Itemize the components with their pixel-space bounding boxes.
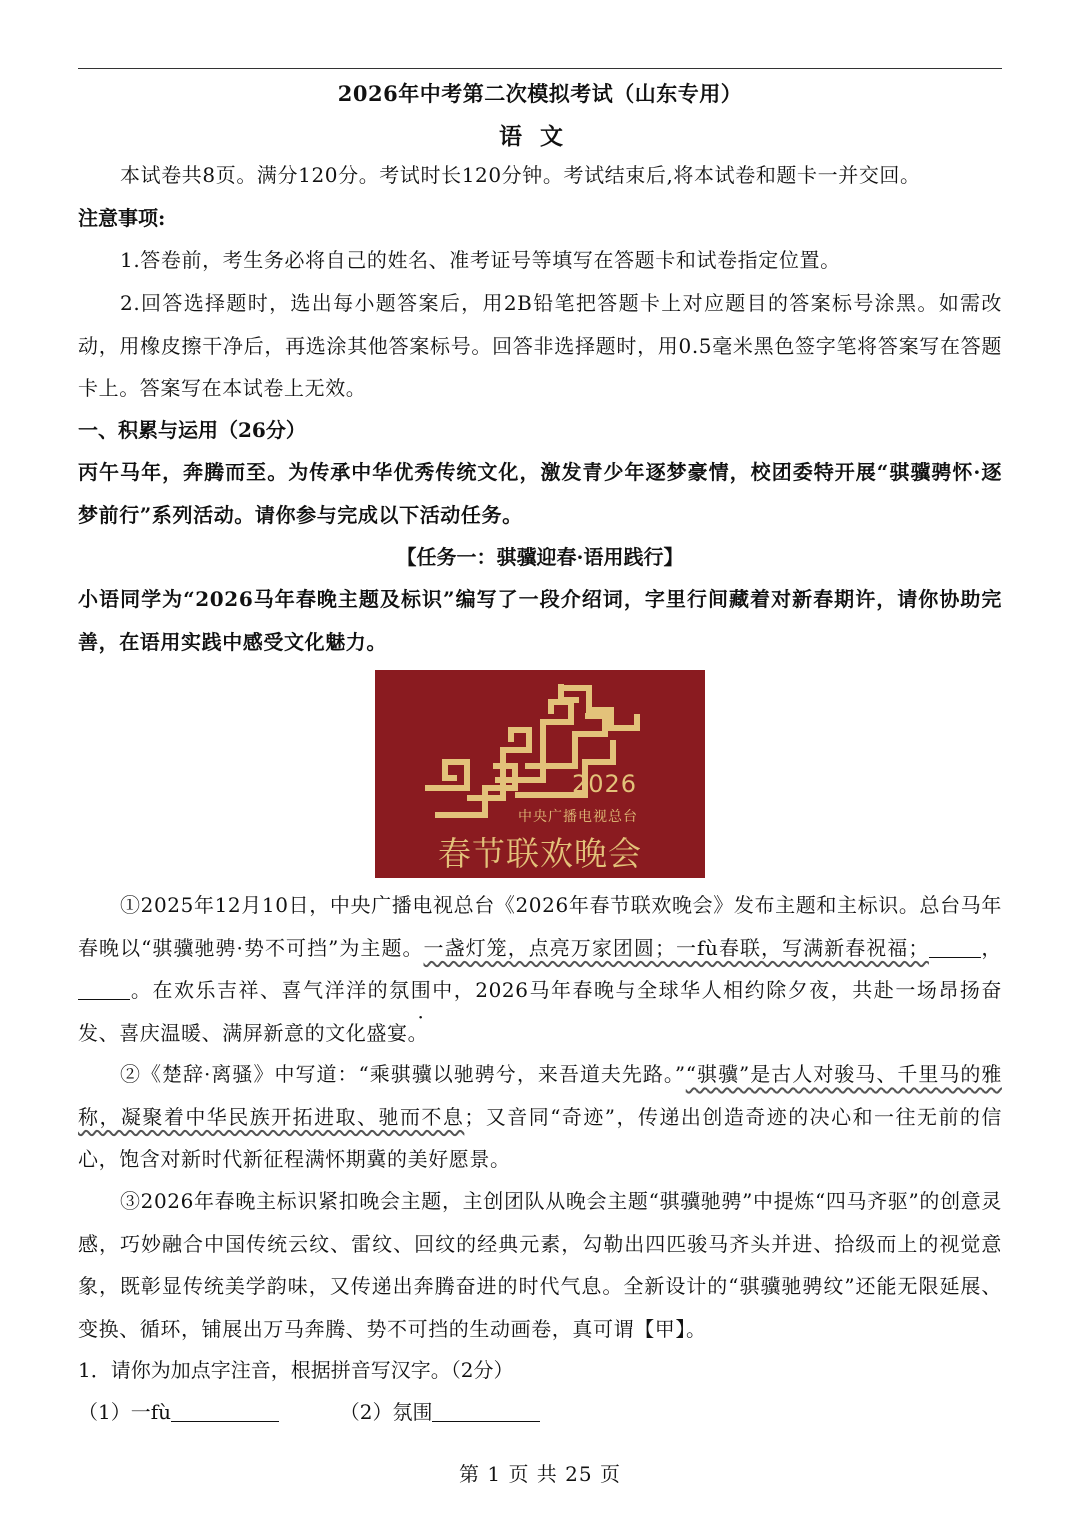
- p1-text-d: 。在欢乐吉祥、喜气洋洋的: [130, 978, 390, 1002]
- subject-title: 语文: [499, 123, 581, 150]
- passage-paragraph-2: [78, 1053, 1002, 1181]
- p1-text-a: ①2025年12月10日，中央广播电视总台《2026年春节联欢晚会》发布主题和主标识。总台马年春晚以“骐骥驰骋·势不可挡”为主题。: [78, 893, 1002, 960]
- p2-underlined-sentence: “骐骥”是古人对骏马、千里马的雅称，凝聚着中华民族开拓进取、驰而不息: [78, 1062, 1002, 1129]
- notice-item-2: 2.回答选择题时，选出每小题答案后，用2B铅笔把答题卡上对应题目的答案标号涂黑。如需改动，用橡皮擦干净后，再选涂其他答案标号。回答非选择题时，用0.5毫米黑色签字笔将答案写在答题卡上。答案写在本试卷上无效。: [78, 291, 1002, 400]
- exam-title: 2026年中考第二次模拟考试（山东专用）: [337, 81, 743, 106]
- section-heading: 一、积累与运用（26分）: [78, 418, 306, 442]
- logo-organization: 中央广播电视总台: [518, 809, 638, 825]
- notice-heading: 注意事项:: [78, 206, 166, 230]
- answer-blank-1: [929, 931, 981, 958]
- p1-text-e: 围中，2026马年春晚与全球华人相约除夕夜，共赴一场昂扬奋发、喜庆温暖、满屏新意的文化盛宴。: [78, 978, 1002, 1045]
- intro-text: 本试卷共8页。满分120分。考试时长120分钟。考试结束后,将本试卷和题卡一并交回。: [120, 163, 921, 187]
- logo-gala-name: 春节联欢晚会: [438, 834, 642, 873]
- p2-text-a: ②《楚辞·离骚》中写道：“乘骐骥以驰骋兮，来吾道夫先路。”: [120, 1062, 686, 1086]
- task-title: 【任务一：骐骥迎春·语用践行】: [396, 545, 684, 569]
- passage-paragraph-3: ③2026年春晚主标识紧扣晚会主题，主创团队从晚会主题“骐骥驰骋”中提炼“四马齐驱”的创意灵感，巧妙融合中国传统云纹、雷纹、回纹的经典元素，勾勒出四匹骏马齐头并进、拾级而上的视觉意象，既彰显传统美学韵味，又传递出奔腾奋进的时代气息。全新设计的“骐骥驰骋纹”还能无限延展、变换、循环，铺展出万马奔腾、势不可挡的生动画卷，真可谓【甲】。: [78, 1189, 1002, 1341]
- p1-comma: ，: [980, 935, 1002, 960]
- answer-blank-2: [78, 973, 130, 1000]
- passage-paragraph-1: [78, 884, 1002, 1054]
- question-1-sub2: （2）氛围: [339, 1400, 433, 1424]
- logo-year: 2026: [572, 770, 638, 798]
- question-1-stem: 1．请你为加点字注音，根据拼音写汉字。（2分）: [78, 1358, 514, 1382]
- p2-text-c: ；又音同“奇迹”，传递出创造奇迹的决心和一往无前的信心，饱含对新时代新征程满怀期冀的美好愿景。: [78, 1104, 1002, 1171]
- page-footer: 第 1 页 共 25 页: [459, 1462, 621, 1486]
- section-lead: 丙午马年，奔腾而至。为传承中华优秀传统文化，激发青少年逐梦豪情，校团委特开展“骐骥骋怀·逐梦前行”系列活动。请你参与完成以下活动任务。: [78, 460, 1002, 527]
- task-description: 小语同学为“2026马年春晚主题及标识”编写了一段介绍词，字里行间藏着对新春期许，请你协助完善，在语用实践中感受文化魅力。: [78, 587, 1002, 654]
- question-1-sub1: （1）一fù: [78, 1400, 172, 1424]
- answer-blank-sub2: [432, 1395, 540, 1422]
- p1-underlined-sentence: 一盏灯笼，点亮万家团圆；一fù春联，写满新春祝福；: [423, 935, 929, 960]
- notice-item-1: 1.答卷前，考生务必将自己的姓名、准考证号等填写在答题卡和试卷指定位置。: [120, 248, 841, 272]
- answer-blank-sub1: [171, 1395, 279, 1422]
- header-rule: [78, 68, 1002, 69]
- question-1-subitems: [78, 1391, 1002, 1433]
- dotted-character: 氛: [389, 978, 411, 1002]
